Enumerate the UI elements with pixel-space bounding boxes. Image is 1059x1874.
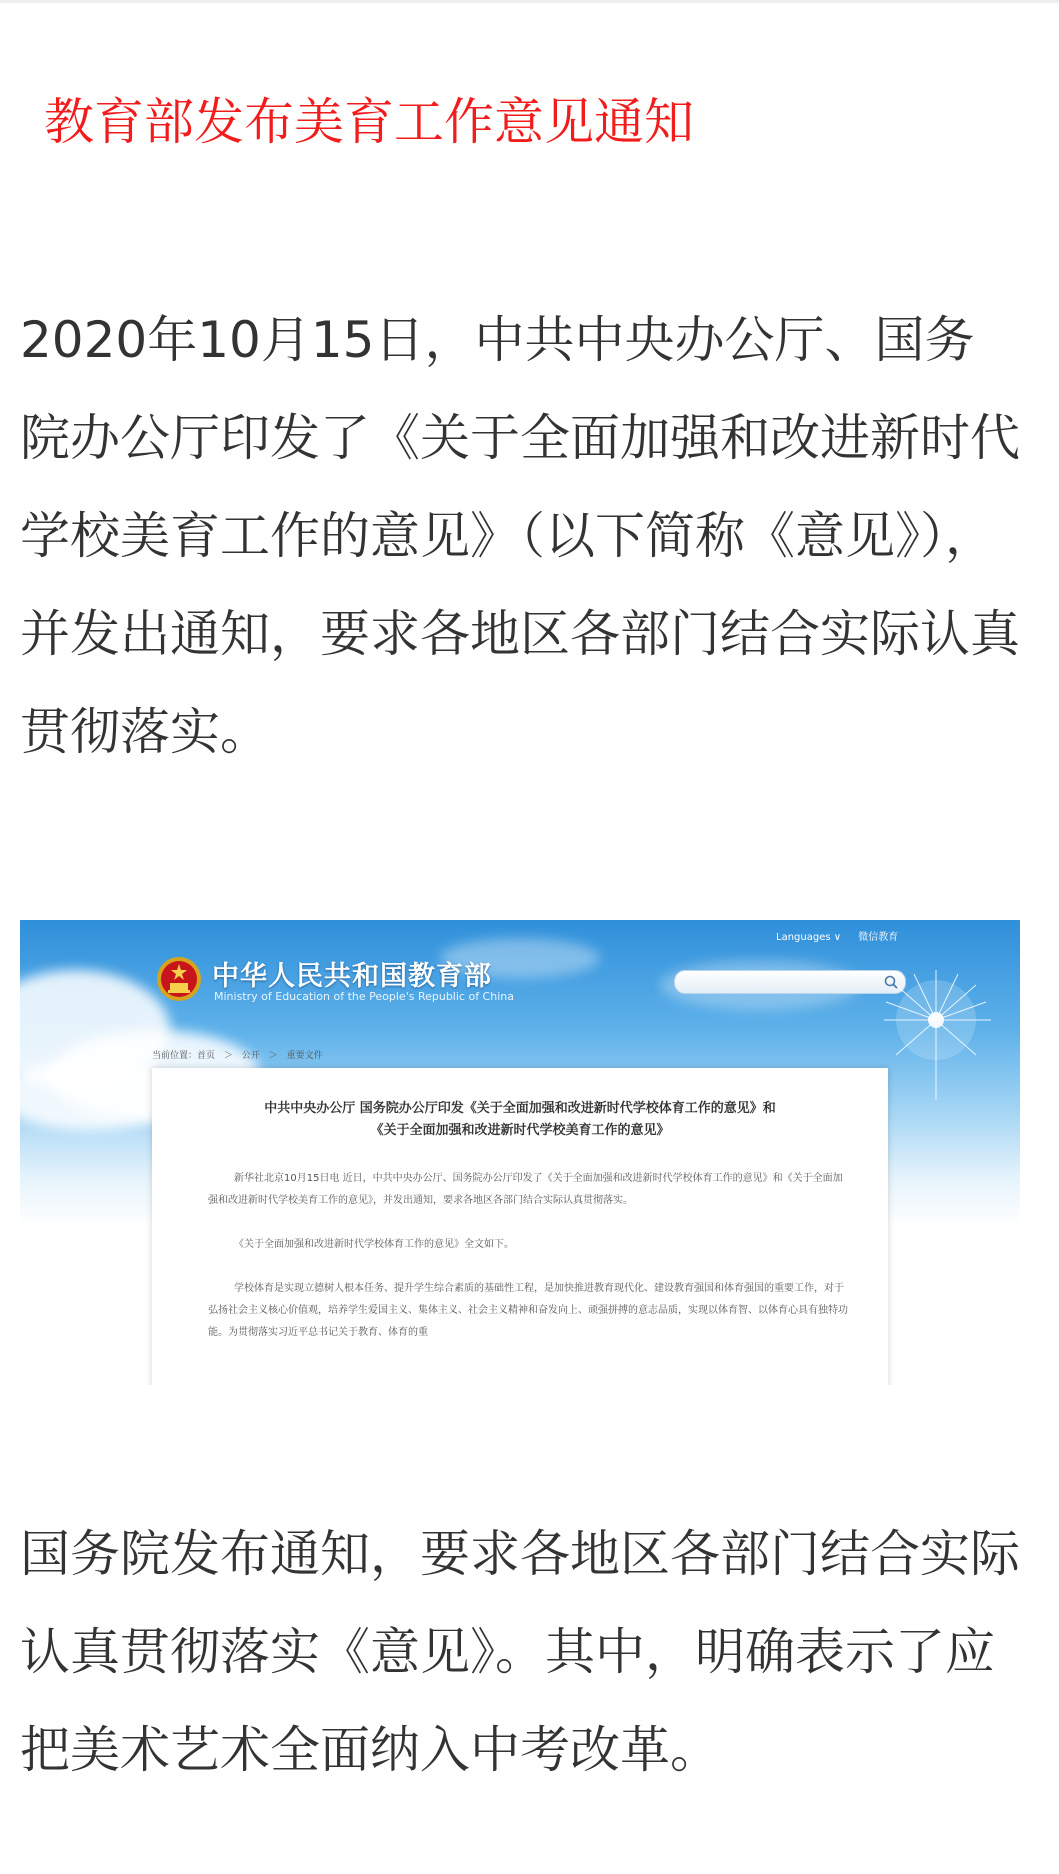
ministry-website-screenshot[interactable] (20, 920, 1020, 1385)
document-title (172, 1098, 868, 1142)
breadcrumb (152, 1048, 329, 1061)
site-title: 中华人民共和国教育部 (212, 961, 492, 992)
top-divider (0, 0, 1059, 3)
document-title-line-2: 《关于全面加强和改进新时代学校美育工作的意见》 (370, 1123, 670, 1138)
breadcrumb-home[interactable]: 当前位置：首页 (152, 1051, 216, 1061)
breadcrumb-separator: ＞ (223, 1051, 233, 1061)
breadcrumb-important-docs[interactable]: 重要文件 (286, 1051, 323, 1061)
dandelion-decoration-icon (866, 950, 1016, 1110)
document-paragraph-2: 《关于全面加强和改进新时代学校体育工作的意见》全文如下。 (234, 1239, 514, 1250)
article-headline: 教育部发布美育工作意见通知 (44, 93, 694, 151)
top-links (776, 928, 912, 943)
wechat-link[interactable]: 微信教育 (858, 932, 899, 943)
languages-link[interactable]: Languages ∨ (776, 932, 842, 943)
breadcrumb-separator: ＞ (268, 1051, 278, 1061)
site-subtitle: Ministry of Education of the People's Republic of China (214, 990, 514, 1003)
breadcrumb-public[interactable]: 公开 (241, 1051, 260, 1061)
document-paragraph-3: 学校体育是实现立德树人根本任务、提升学生综合素质的基础性工程，是加快推进教育现代化、建设教育强国和体育强国的重要工作，对于弘扬社会主义核心价值观，培养学生爱国主义、集体主义、社会主义精神和奋发向上、顽强拼搏的意志品质，实现以体育智、以体育心具有独特功能。为贯彻落实习近平总书记关于教育、体育的重 (208, 1283, 848, 1338)
document-paragraph-1: 新华社北京10月15日电 近日，中共中央办公厅、国务院办公厅印发了《关于全面加强和改进新时代学校体育工作的意见》和《关于全面加强和改进新时代学校美育工作的意见》，并发出通知，要求各地区各部门结合实际认真贯彻落实。 (208, 1173, 843, 1206)
national-emblem-icon (156, 956, 202, 1002)
article-paragraph-1: 2020年10月15日，中共中央办公厅、国务院办公厅印发了《关于全面加强和改进新时代学校美育工作的意见》（以下简称《意见》），并发出通知，要求各地区各部门结合实际认真贯彻落实。 (20, 311, 1020, 761)
document-panel (152, 1068, 888, 1385)
article-paragraph-2: 国务院发布通知，要求各地区各部门结合实际认真贯彻落实《意见》。其中，明确表示了应把美术艺术全面纳入中考改革。 (20, 1525, 1020, 1779)
document-title-line-1: 中共中央办公厅 国务院办公厅印发《关于全面加强和改进新时代学校体育工作的意见》和 (264, 1101, 776, 1116)
